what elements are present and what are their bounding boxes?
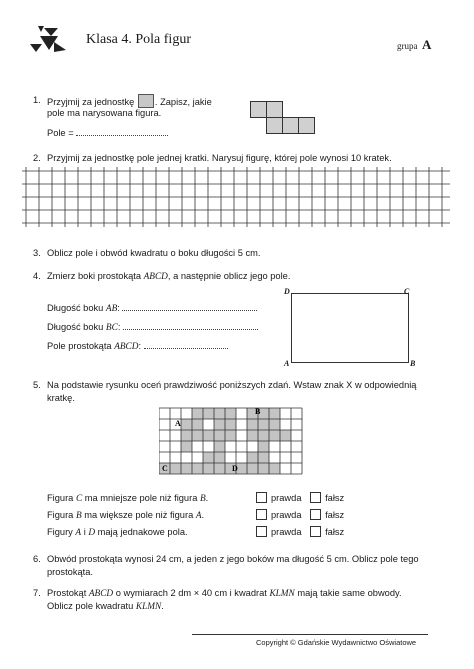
s3-d: D xyxy=(88,528,96,538)
q1-answer xyxy=(47,126,168,140)
q4-bc-label-b: BC xyxy=(105,323,118,333)
q1-line2: pole ma narysowana figura. xyxy=(47,108,162,118)
s1-a: Figura xyxy=(47,493,76,503)
true-checkbox[interactable] xyxy=(256,492,267,503)
q5-statement-3 xyxy=(47,526,188,540)
q5-row2-choices xyxy=(256,509,344,522)
q1-answer-label: Pole = xyxy=(47,128,74,138)
q5-statement-1 xyxy=(47,492,208,506)
q7-number: 7. xyxy=(33,588,41,598)
q5-row1-choices xyxy=(256,492,344,505)
s2-a: Figura xyxy=(47,510,76,520)
q4-text-c: , a następnie oblicz jego pole. xyxy=(167,271,291,281)
q4-text xyxy=(47,270,290,284)
q3-text: Oblicz pole i obwód kwadratu o boku długości 5 cm. xyxy=(47,248,261,258)
q7-l2-a: Oblicz pole kwadratu xyxy=(47,601,136,611)
q4-ab-label-a: Długość boku xyxy=(47,303,106,313)
q4-area-label-c: : xyxy=(138,341,142,351)
q7-l2-b: KLMN xyxy=(135,602,162,612)
s2-d: A xyxy=(195,511,202,521)
q5-line1: Na podstawie rysunku oceń prawdziwość poniższych zdań. Wstaw znak X w odpowiednią xyxy=(47,380,417,390)
q4-area-row xyxy=(47,339,228,354)
true-label: prawda xyxy=(271,510,302,520)
false-checkbox[interactable] xyxy=(310,526,321,537)
q4-ab-row xyxy=(47,301,257,316)
q4-area-label-a: Pole prostokąta xyxy=(47,341,115,351)
tangram-logo-icon xyxy=(28,22,70,54)
s3-a: Figury xyxy=(47,527,76,537)
q7-line1 xyxy=(47,587,402,601)
q4-bc-label-a: Długość boku xyxy=(47,322,106,332)
q1-figure xyxy=(250,101,314,133)
q4-text-b: ABCD xyxy=(143,272,168,282)
group-label-wrap xyxy=(397,36,431,54)
q6-line1: Obwód prostokąta wynosi 24 cm, a jeden z jego boków ma długość 5 cm. Oblicz pole tego xyxy=(47,554,419,564)
q4-area-label-b: ABCD xyxy=(114,342,139,352)
page-title: Klasa 4. Pola figur xyxy=(86,32,191,47)
s1-b: C xyxy=(75,494,83,504)
true-checkbox[interactable] xyxy=(256,526,267,537)
group-letter: A xyxy=(421,37,432,52)
s3-b: A xyxy=(75,528,82,538)
q5-figures-grid xyxy=(159,407,309,475)
figure-d-label: D xyxy=(232,464,238,473)
s2-c: ma większe pole niż figura xyxy=(81,510,196,520)
q4-bc-field[interactable] xyxy=(123,320,258,330)
q2-text: Przyjmij za jednostkę pole jednej kratki. Narysuj figurę, której pole wynosi 10 kratek. xyxy=(47,153,392,163)
vertex-d: D xyxy=(284,287,290,296)
q4-ab-label-b: AB xyxy=(105,304,118,314)
q5-number: 5. xyxy=(33,380,41,390)
true-label: prawda xyxy=(271,527,302,537)
q4-bc-row xyxy=(47,320,258,335)
false-label: fałsz xyxy=(325,510,345,520)
s2-e: . xyxy=(201,510,205,520)
s3-e: mają jednakowe pola. xyxy=(95,527,188,537)
q4-ab-field[interactable] xyxy=(122,301,257,311)
q2-drawing-grid[interactable] xyxy=(22,167,450,237)
false-checkbox[interactable] xyxy=(310,492,321,503)
true-label: prawda xyxy=(271,493,302,503)
s2-b: B xyxy=(75,511,82,521)
q4-bc-label-c: : xyxy=(117,322,121,332)
figure-b-label: B xyxy=(255,407,261,416)
q1-line1-b: . Zapisz, jakie xyxy=(154,97,212,107)
false-label: fałsz xyxy=(325,493,345,503)
s1-e: . xyxy=(205,493,209,503)
s3-c: i xyxy=(81,527,89,537)
q4-text-a: Zmierz boki prostokąta xyxy=(47,271,144,281)
q4-number: 4. xyxy=(33,271,41,281)
q7-l2-c: . xyxy=(161,601,164,611)
unit-square-icon xyxy=(138,94,154,108)
q5-row3-choices xyxy=(256,526,344,539)
q2-number: 2. xyxy=(33,153,41,163)
q5-statement-2 xyxy=(47,509,204,523)
vertex-b: B xyxy=(410,359,416,368)
q7-l1-d: KLMN xyxy=(269,589,295,599)
q6-line2: prostokąta. xyxy=(47,567,93,577)
q1-number: 1. xyxy=(33,95,41,105)
copyright: Copyright © Gdańskie Wydawnictwo Oświatowe xyxy=(256,638,417,647)
vertex-c: C xyxy=(404,287,410,296)
group-label: grupa xyxy=(397,41,418,51)
q7-l1-b: ABCD xyxy=(88,589,114,599)
figure-c-label: C xyxy=(162,464,168,473)
false-label: fałsz xyxy=(325,527,345,537)
vertex-a: A xyxy=(284,359,290,368)
s1-d: B xyxy=(199,494,206,504)
q7-l1-a: Prostokąt xyxy=(47,588,89,598)
q7-l1-e: mają takie same obwody. xyxy=(294,588,402,598)
false-checkbox[interactable] xyxy=(310,509,321,520)
q4-area-field[interactable] xyxy=(144,339,228,349)
q5-line2: kratkę. xyxy=(47,393,75,403)
true-checkbox[interactable] xyxy=(256,509,267,520)
q7-l1-c: o wymiarach 2 dm × 40 cm i kwadrat xyxy=(113,588,270,598)
q4-rectangle xyxy=(291,293,409,363)
q7-line2 xyxy=(47,600,164,614)
figure-a-label: A xyxy=(175,419,181,428)
q6-number: 6. xyxy=(33,554,41,564)
q1-answer-field[interactable] xyxy=(76,126,168,136)
s1-c: ma mniejsze pole niż figura xyxy=(82,493,200,503)
q3-number: 3. xyxy=(33,248,41,258)
q1-line1-a: Przyjmij za jednostkę xyxy=(47,97,135,107)
q4-ab-label-c: : xyxy=(117,303,120,313)
footer-divider xyxy=(192,634,428,635)
